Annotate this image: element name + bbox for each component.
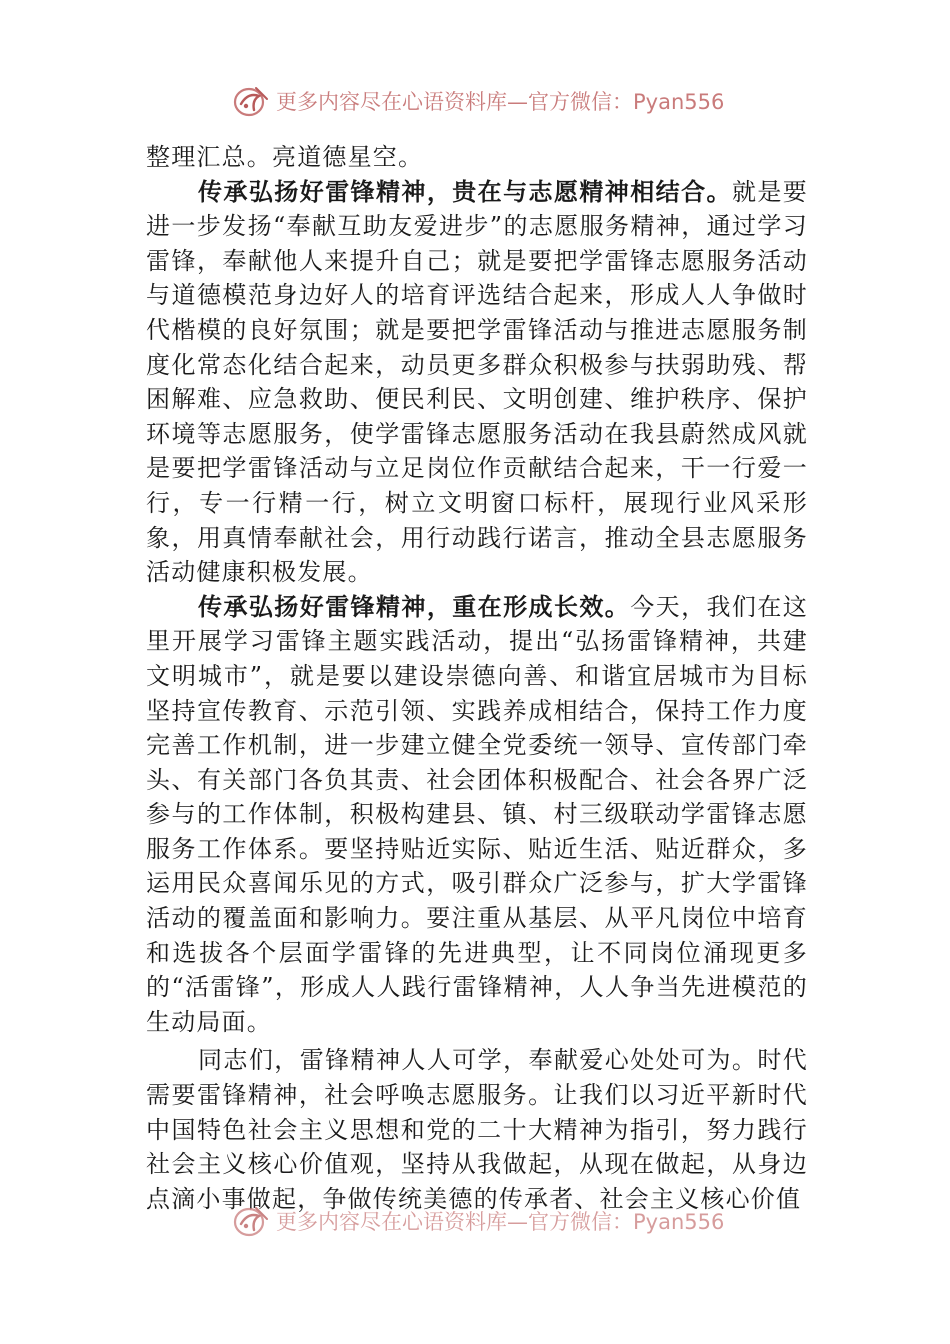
- paragraph-2-text: 今天，我们在这里开展学习雷锋主题实践活动，提出“弘扬雷锋精神，共建文明城市”，就是要以建设崇德向善、和谐宜居城市为目标坚持宣传教育、示范引领、实践养成相结合，保持工作力度完善工作机制，进一步建立健全党委统一领导、宣传部门牵头、有关部门各负其责、社会团体积极配合、社会各界广泛参与的工作体制，积极构建县、镇、村三级联动学雷锋志愿服务工作体系。要坚持贴近实际、贴近生活、贴近群众，多运用民众喜闻乐见的方式，吸引群众广泛参与，扩大学雷锋活动的覆盖面和影响力。要注重从基层、从平凡岗位中培育和选拔各个层面学雷锋的先进典型，让不同岗位涌现更多的“活雷锋”，形成人人践行雷锋精神，人人争当先进模范的生动局面。: [146, 592, 808, 1036]
- watermark-text: 更多内容尽在心语资料库—官方微信：Pyan556: [276, 1210, 725, 1234]
- paragraph-2: [146, 590, 808, 1040]
- footer-watermark: [232, 1204, 724, 1238]
- continuation-line: 整理汇总。亮道德星空。: [146, 143, 424, 171]
- watermark-text: 更多内容尽在心语资料库—官方微信：Pyan556: [276, 90, 725, 114]
- seal-logo-icon: [232, 1204, 270, 1238]
- paragraph-3: [146, 1043, 808, 1216]
- document-body: [146, 140, 808, 1216]
- paragraph-3-text: 同志们，雷锋精神人人可学，奉献爱心处处可为。时代需要雷锋精神，社会呼唤志愿服务。让我们以习近平新时代中国特色社会主义思想和党的二十大精神为指引，努力践行社会主义核心价值观，坚持从我做起，从现在做起，从身边点滴小事做起，争做传统美德的传承者、社会主义核心价值: [146, 1046, 808, 1213]
- paragraph-2-heading: 传承弘扬好雷锋精神，重在形成长效。: [198, 591, 631, 621]
- paragraph-1: [146, 175, 808, 590]
- paragraph-1-text: 就是要进一步发扬“奉献互助友爱进步”的志愿服务精神，通过学习雷锋，奉献他人来提升自己；就是要把学雷锋志愿服务活动与道德模范身边好人的培育评选结合起来，形成人人争做时代楷模的良好氛围；就是要把学雷锋活动与推进志愿服务制度化常态化结合起来，动员更多群众积极参与扶弱助残、帮困解难、应急救助、便民利民、文明创建、维护秩序、保护环境等志愿服务，使学雷锋志愿服务活动在我县蔚然成风就是要把学雷锋活动与立足岗位作贡献结合起来，干一行爱一行，专一行精一行，树立文明窗口标杆，展现行业风采形象，用真情奉献社会，用行动践行诺言，推动全县志愿服务活动健康积极发展。: [146, 177, 808, 587]
- paragraph-1-heading: 传承弘扬好雷锋精神，贵在与志愿精神相结合。: [198, 176, 732, 206]
- header-watermark: [232, 84, 724, 118]
- seal-logo-icon: [232, 84, 270, 118]
